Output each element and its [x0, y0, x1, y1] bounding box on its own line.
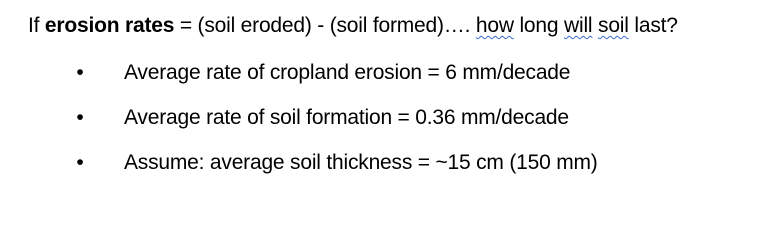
spellcheck-word-how: how: [475, 14, 514, 37]
bullet-text: Assume: average soil thickness = ~15 cm (150 mm): [124, 151, 598, 174]
bullet-dot-icon: •: [76, 151, 84, 174]
question-line: [28, 12, 678, 40]
bullet-text: Average rate of cropland erosion = 6 mm/decade: [124, 61, 571, 84]
question-word-long: long: [519, 14, 559, 37]
question-prefix: If: [28, 14, 45, 37]
erosion-rates-term: erosion rates: [44, 14, 175, 37]
bullet-dot-icon: •: [76, 61, 84, 84]
bullet-text: Average rate of soil formation = 0.36 mm/decade: [124, 106, 569, 129]
question-suffix: last?: [628, 14, 678, 37]
bullet-item-soil-formation: [0, 103, 772, 148]
bullet-dot-icon: •: [76, 106, 84, 129]
spellcheck-word-will: will: [564, 14, 593, 37]
bullet-item-cropland-erosion: [0, 58, 772, 103]
bullet-item-soil-thickness: [0, 148, 772, 193]
question-formula: = (soil eroded) - (soil formed)….: [174, 14, 476, 37]
bullet-list: [0, 58, 772, 193]
spellcheck-word-soil: soil: [598, 14, 629, 37]
